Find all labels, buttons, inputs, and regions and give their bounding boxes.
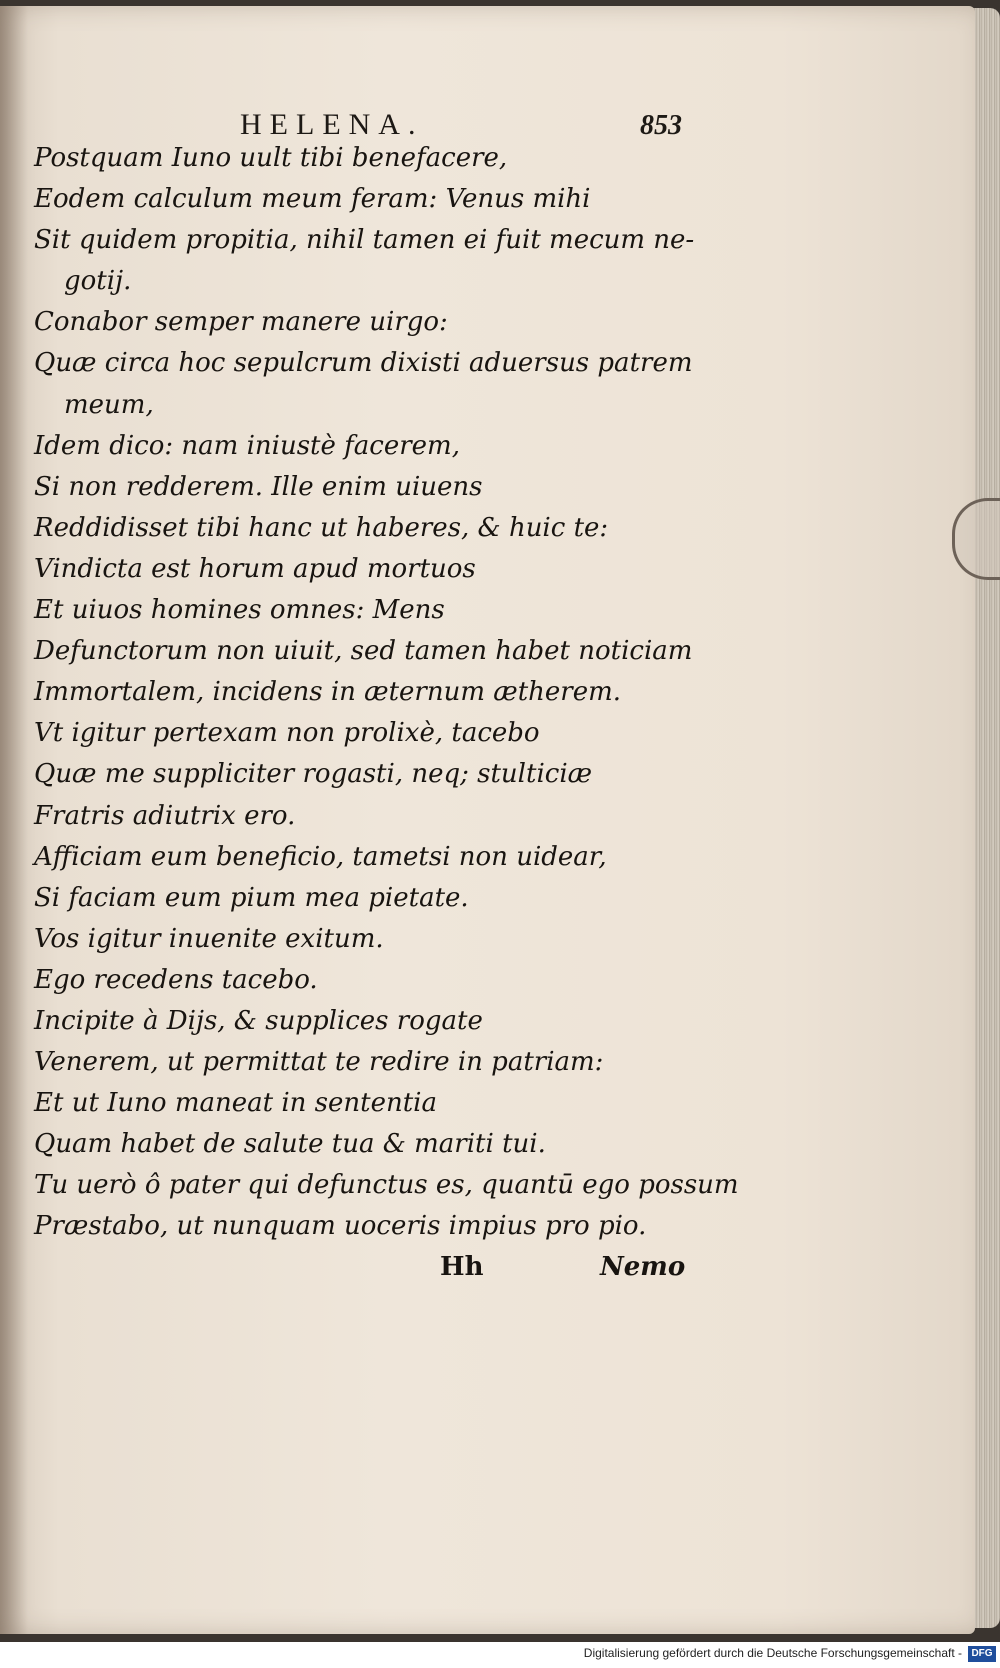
- text-line: gotij.: [64, 266, 132, 297]
- verse-text-block: [34, 138, 739, 1248]
- text-line: Si faciam eum pium mea pietate.: [34, 882, 469, 913]
- text-line: Conabor semper manere uirgo:: [34, 307, 448, 338]
- text-line: Quæ circa hoc sepulcrum dixisti aduersus patrem: [34, 348, 693, 379]
- text-line: meum,: [64, 389, 154, 420]
- funding-credit: Digitalisierung gefördert durch die Deutsche Forschungsgemeinschaft -: [583, 1646, 962, 1660]
- catchword: Nemo: [600, 1252, 686, 1282]
- text-line: Postquam Iuno uult tibi benefacere,: [34, 143, 508, 173]
- text-line: Fratris adiutrix ero.: [34, 800, 296, 831]
- text-line: Eodem calculum meum feram: Venus mihi: [34, 184, 591, 215]
- dfg-logo: DFG: [968, 1646, 996, 1662]
- gutter-shadow: [0, 6, 28, 1634]
- text-line: Venerem, ut permittat te redire in patriam:: [34, 1047, 604, 1078]
- credit-bar: [0, 1642, 1000, 1668]
- text-line: Vt igitur pertexam non prolixè, tacebo: [34, 718, 540, 749]
- text-line: Quæ me suppliciter rogasti, neq; stulticiæ: [34, 759, 593, 790]
- text-line: Tu uerò ô pater qui defunctus es, quantū ego possum: [34, 1170, 739, 1201]
- text-line: Sit quidem propitia, nihil tamen ei fuit mecum ne-: [34, 225, 695, 256]
- text-line: Afficiam eum beneficio, tametsi non uidear,: [34, 841, 607, 872]
- text-line: Incipite à Dijs, & supplices rogate: [34, 1005, 483, 1036]
- text-line: Præstabo, ut nunquam uoceris impius pro pio.: [34, 1211, 647, 1242]
- text-line: Si non redderem. Ille enim uiuens: [34, 471, 483, 502]
- text-line: Defunctorum non uiuit, sed tamen habet noticiam: [34, 636, 693, 667]
- page-footer: [0, 1252, 960, 1292]
- text-line: Idem dico: nam iniustè facerem,: [34, 430, 460, 461]
- text-line: Et uiuos homines omnes: Mens: [34, 595, 445, 626]
- running-title: HELENA.: [240, 108, 424, 141]
- text-line: Et ut Iuno maneat in sententia: [34, 1088, 437, 1119]
- text-line: Reddidisset tibi hanc ut haberes, & huic te:: [34, 512, 609, 543]
- text-line: Immortalem, incidens in æternum ætherem.: [34, 677, 622, 708]
- text-line: Vos igitur inuenite exitum.: [34, 923, 384, 954]
- text-line: Ego recedens tacebo.: [34, 964, 318, 995]
- text-line: Vindicta est horum apud mortuos: [34, 553, 476, 584]
- page-number: 853: [640, 110, 682, 141]
- signature-mark: Hh: [440, 1252, 484, 1282]
- text-line: Quam habet de salute tua & mariti tui.: [34, 1129, 546, 1160]
